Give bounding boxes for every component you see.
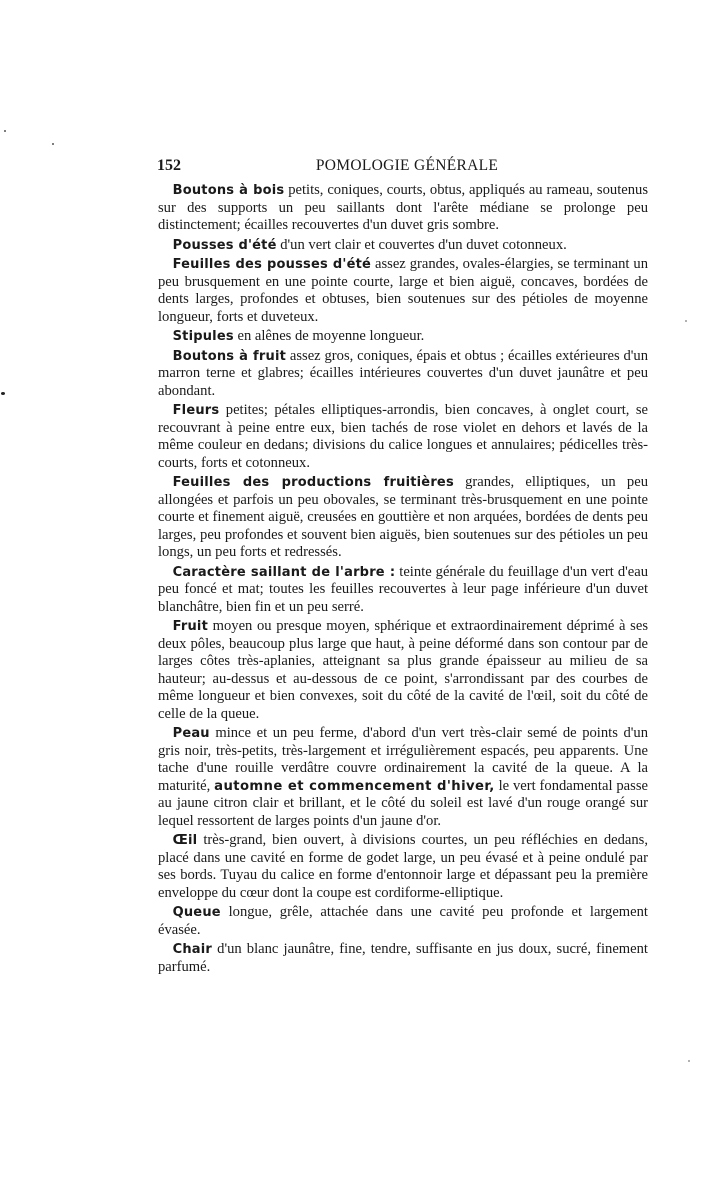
paragraph-term: Fruit [172, 619, 208, 634]
scan-speck [688, 1060, 690, 1062]
scan-speck [4, 130, 6, 132]
paragraph-term: Boutons à bois [172, 183, 285, 198]
paragraph-text: petites; pétales elliptiques-arrondis, bien concaves, à onglet court, se recouvrant à peine entre eux, bien tachés de rose violet en dehors et lavés de la même couleur en dedans; divisions du calice longues et annulaires; pédicelles très-courts, forts et cotonneux. [158, 402, 648, 471]
paragraph-chair [158, 941, 648, 976]
scan-speck [685, 320, 687, 322]
paragraph-text: assez grandes, ovales-élargies, se terminant un peu brusquement en une pointe courte, large et bien aiguë, concaves, bordées de dents larges, profondes et obtuses, bien soutenues sur des pétioles de moyenne longueur, forts et duveteux. [158, 256, 648, 325]
paragraph-pousses-d-ete [158, 237, 648, 255]
paragraph-term: Œil [172, 833, 198, 848]
paragraph-oeil [158, 832, 648, 902]
paragraph-text: teinte générale du feuillage d'un vert d'eau peu foncé et mat; toutes les feuilles recouvertes à leur page inférieure d'un duvet blanchâtre, bien fin et un peu serré. [158, 563, 648, 615]
paragraph-fruit [158, 618, 648, 723]
paragraph-text: moyen ou presque moyen, sphérique et extraordinairement déprimé à ses deux pôles, beaucoup plus large que haut, à peine déformé dans son contour par de larges côtes très-aplanies, atteignant sa plus grande épaisseur au milieu de sa hauteur; au-dessus et au-dessous de ce point, s'arrondissant par des courbes de même longueur et bien convexes, soit du côté de la cavité de l'œil, soit du côté de celle de la queue. [158, 618, 648, 722]
page-number: 152 [157, 157, 181, 174]
paragraph-text: petits, coniques, courts, obtus, appliqués au rameau, soutenus sur des supports un peu saillants dont l'arête médiane se prolonge peu distinctement; écailles recouvertes d'un duvet gris sombre. [158, 182, 649, 233]
paragraph-feuilles-des-pousses [158, 256, 648, 326]
paragraph-feuilles-des-productions [158, 474, 648, 562]
paragraph-term: Feuilles des pousses d'été [172, 257, 372, 272]
paragraph-boutons-a-fruit [158, 348, 648, 401]
paragraph-text: très-grand, bien ouvert, à divisions courtes, un peu réfléchies en dedans, placé dans une cavité en forme de godet large, un peu évasé et à peine ondulé par ses bords. Tuyau du calice en forme d'entonnoir large et dépassant peu la première enveloppe du cœur dont la coupe est cordiforme-elliptique. [158, 832, 648, 901]
paragraph-fleurs [158, 402, 648, 472]
paragraph-term: Caractère saillant de l'arbre : [172, 564, 396, 580]
paragraph-boutons-a-bois [158, 182, 648, 235]
paragraph-term: Feuilles des productions fruitières [172, 475, 454, 490]
paragraph-stipules [158, 328, 648, 346]
paragraph-term: Fleurs [172, 403, 220, 418]
paragraph-term: Stipules [172, 329, 234, 344]
paragraph-text: grandes, elliptiques, un peu allongées et parfois un peu obovales, se terminant très-brusquement en une pointe courte et finement aiguë, creusées en gouttière et non arquées, bordées de dents peu larges, peu profondes et souvent bien aiguës, bien soutenues sur des pétioles un peu longs, un peu forts et redressés. [158, 474, 648, 560]
paragraph-text: longue, grêle, attachée dans une cavité peu profonde et largement évasée. [158, 904, 648, 938]
paragraph-text: mince et un peu ferme, d'abord d'un vert très-clair semé de points d'un gris noir, très-petits, très-largement et irrégulièrement espacés, peu apparents. Une tache d'une rouille verdâtre couvre ordinairement la cavité de la queue. A la maturité, [158, 725, 648, 794]
paragraph-caractere-saillant [158, 564, 648, 617]
paragraph-queue [158, 904, 648, 939]
paragraph-text: d'un vert clair et couvertes d'un duvet cotonneux. [276, 236, 567, 253]
paragraph-inline-term: automne et commencement d'hiver, [214, 778, 495, 794]
paragraph-term: Queue [172, 905, 221, 920]
paragraph-term: Pousses d'été [172, 237, 277, 253]
page-header [157, 157, 657, 177]
scan-speck [52, 143, 54, 145]
paragraph-term: Peau [172, 726, 210, 741]
paragraph-text: en alênes de moyenne longueur. [233, 328, 425, 344]
page-body [158, 182, 648, 978]
paragraph-text: assez gros, coniques, épais et obtus ; écailles extérieures d'un marron terne et glabres; écailles intérieures couvertes d'un duvet jaunâtre et peu abondant. [158, 347, 648, 399]
paragraph-text-continued: le vert fondamental passe au jaune citron clair et brillant, et le côté du soleil est lavé d'un rouge orangé sur lequel ressortent de larges points d'un jaune d'or. [158, 777, 648, 829]
paragraph-peau [158, 725, 648, 830]
paragraph-term: Boutons à fruit [172, 348, 287, 364]
paragraph-text: d'un blanc jaunâtre, fine, tendre, suffisante en jus doux, sucré, finement parfumé. [158, 941, 648, 975]
scan-speck [1, 392, 5, 395]
running-title: POMOLOGIE GÉNÉRALE [315, 157, 499, 174]
paragraph-term: Chair [172, 942, 213, 957]
